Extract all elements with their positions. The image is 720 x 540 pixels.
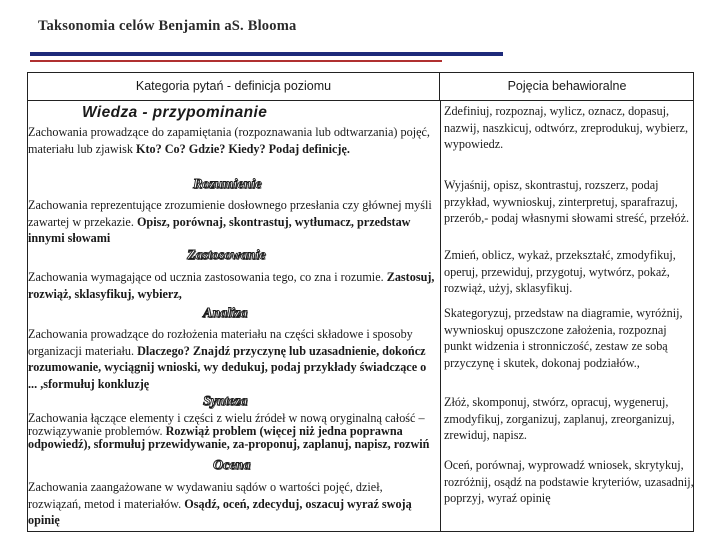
header-behavioral: Pojęcia behawioralne xyxy=(507,79,627,93)
level-description: Zachowania łączące elementy i części z wielu źródeł w nową oryginalną całość – rozwiązywanie problemów. xyxy=(28,411,425,438)
level-title-wiedza: Wiedza - przypominanie xyxy=(82,104,268,121)
level-description: Zachowania reprezentujące zrozumienie dosłownego przesłania czy głównej myśli zawartej w przekazie. xyxy=(28,198,432,229)
level-questions: Kto? Co? Gdzie? Kiedy? Podaj definicję. xyxy=(135,141,350,156)
level-text-ocena xyxy=(28,479,438,529)
level-title-analiza: Analiza xyxy=(203,306,248,321)
level-description: Zachowania prowadzące do rozłożenia materiału na części składowe i sposoby organizacji materiału. xyxy=(28,327,413,358)
level-questions: Opisz, porównaj, skontrastuj, wytłumacz, przedstaw innymi słowami xyxy=(28,214,411,245)
level-description: Zachowania wymagające od ucznia zastosowania tego, co zna i rozumie. xyxy=(28,270,384,284)
level-text-rozumienie xyxy=(28,197,438,247)
header-category: Kategoria pytań - definicja poziomu xyxy=(28,73,440,100)
level-verbs-zastosowanie: Zmień, oblicz, wykaż, przekształć, zmodyfikuj, operuj, przewiduj, przygotuj, wytwórz, pokaż, rozwiąż, użyj, sklasyfikuj. xyxy=(444,248,676,295)
level-questions: Dlaczego? Znajdź przyczynę lub uzasadnienie, dokończ rozumowanie, wyciągnij wnioski, wy dedukuj, podaj przykłady świadczące o ... ,sformułuj konkluzję xyxy=(28,343,427,391)
title-underline-blue xyxy=(30,52,503,56)
level-questions: Zastosuj, rozwiąż, sklasyfikuj, wybierz, xyxy=(28,270,435,301)
level-text-wiedza xyxy=(28,124,438,157)
level-text-zastosowanie xyxy=(28,269,438,302)
level-title-zastosowanie: Zastosowanie xyxy=(187,248,266,263)
level-title-rozumienie: Rozumienie xyxy=(193,177,262,192)
level-description: Zachowania zaangażowane w wydawaniu sądów o wartości pojęć, dzieł, rozwiązań, metod i materiałów. xyxy=(28,480,383,511)
level-title-ocena: Ocena xyxy=(213,458,251,473)
level-questions: Osądź, oceń, zdecyduj, oszacuj wyraź swoją opinię xyxy=(28,496,412,527)
taxonomy-table xyxy=(27,72,694,532)
level-description: Zachowania prowadzące do zapamiętania (rozpoznawania lub odtwarzania) pojęć, materiału lub zjawisk xyxy=(28,125,430,156)
page-title: Taksonomia celów Benjamin aS. Blooma xyxy=(38,18,297,34)
level-verbs-wiedza: Zdefiniuj, rozpoznaj, wylicz, oznacz, dopasuj, nazwij, naszkicuj, odtwórz, zreprodukuj, wybierz, wypowiedz. xyxy=(444,104,689,151)
level-text-synteza xyxy=(28,412,438,451)
level-verbs-rozumienie: Wyjaśnij, opisz, skontrastuj, rozszerz, podaj przykład, wywnioskuj, zinterpretuj, sparafrazuj, przerób,- podaj własnymi słowami streść, przełóż. xyxy=(444,178,690,225)
level-verbs-synteza: Złóż, skomponuj, stwórz, opracuj, wygeneruj, zmodyfikuj, zorganizuj, zaplanuj, zreorganizuj, zrewiduj, napisz. xyxy=(444,395,675,442)
level-text-analiza xyxy=(28,326,438,392)
level-verbs-ocena: Oceń, porównaj, wyprowadź wniosek, skrytykuj, rozróżnij, osądź na podstawie kryteriów, uzasadnij, poprzyj, wyraź opinię xyxy=(444,458,694,505)
column-divider xyxy=(440,100,441,532)
title-underline-red xyxy=(30,60,442,62)
level-title-synteza: Synteza xyxy=(203,394,248,409)
header-divider xyxy=(28,100,693,101)
level-verbs-analiza: Skategoryzuj, przedstaw na diagramie, wyróżnij, wywnioskuj opuszczone założenia, rozpoznaj punkt widzenia i stronniczość, zestaw ze sobą przyczynę i skutek, dokonaj podziałów., xyxy=(444,306,683,370)
level-questions: Rozwiąż problem (więcej niż jedna poprawna odpowiedź), sformułuj przewidywanie, za-proponuj, zaplanuj, napisz, rozwiń xyxy=(28,424,430,451)
